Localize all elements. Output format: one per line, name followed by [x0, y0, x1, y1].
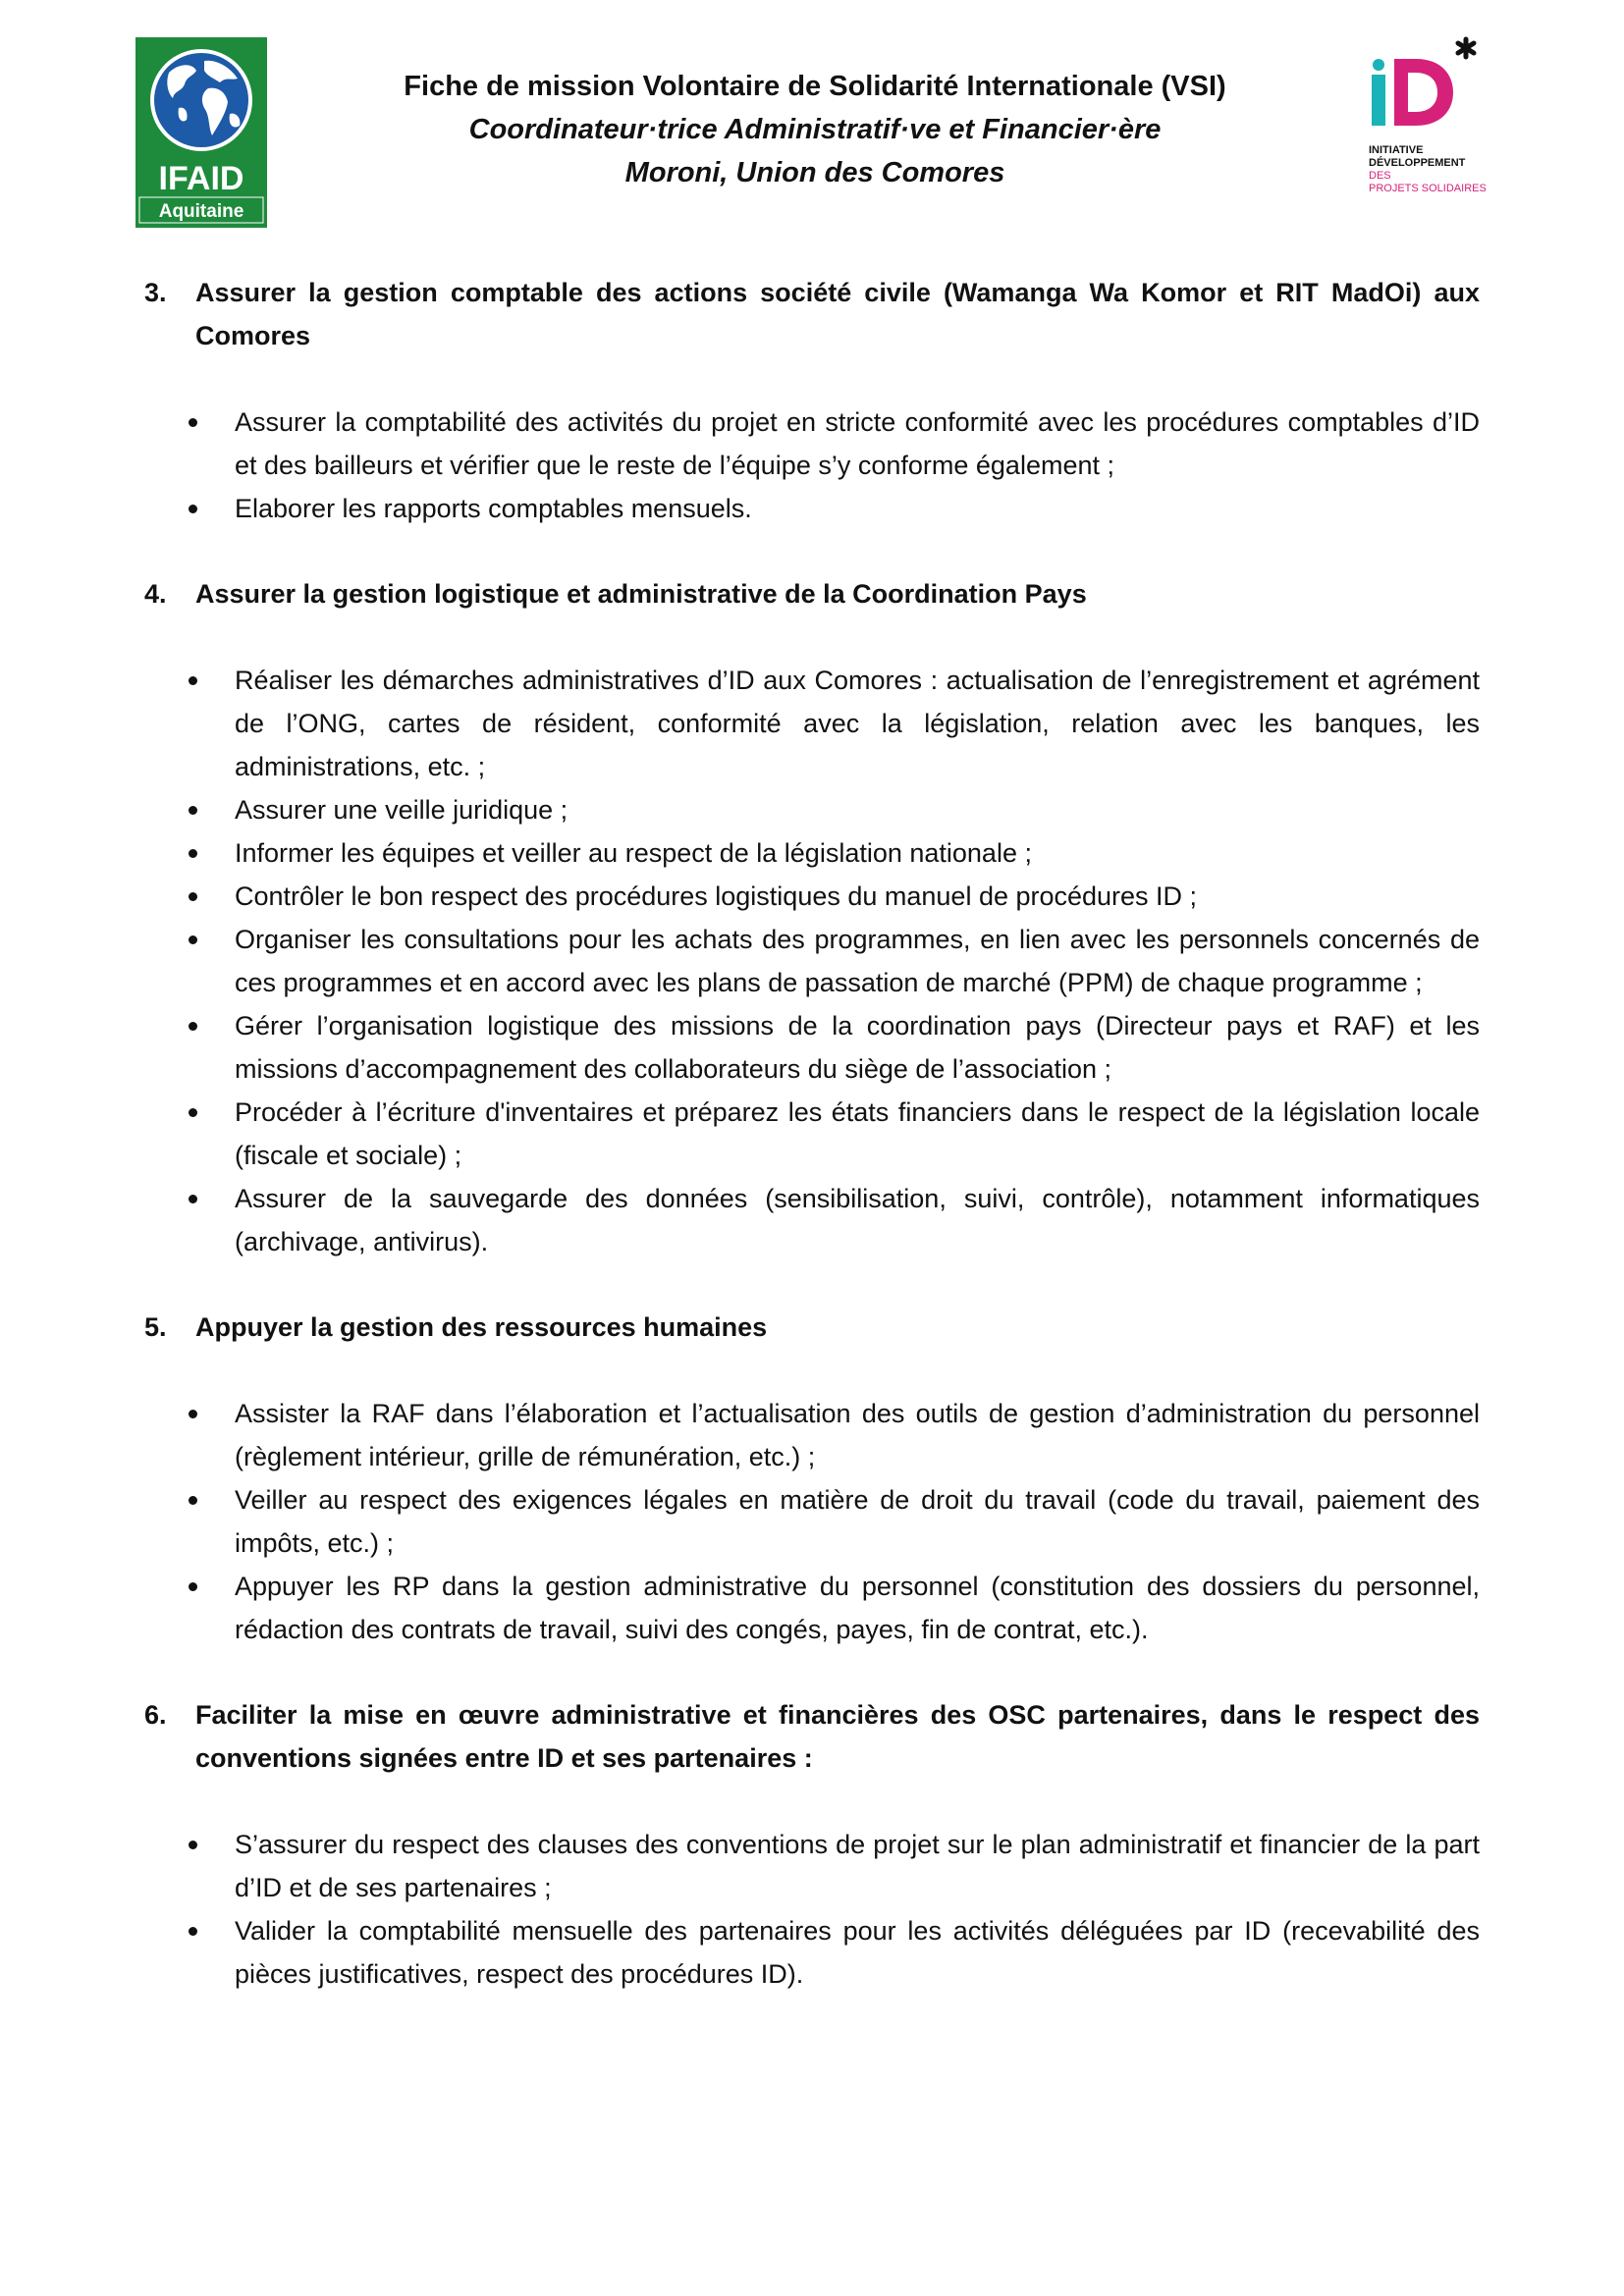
document-body [144, 271, 1480, 2038]
section-number: 5. [144, 1312, 167, 1342]
list-item: Valider la comptabilité mensuelle des partenaires pour les activités déléguées par ID (recevabilité des pièces justificatives, respect des procédures ID). [144, 1909, 1480, 1996]
list-item: Assurer la comptabilité des activités du projet en stricte conformité avec les procédures comptables d’ID et des bailleurs et vérifier que le reste de l’équipe s’y conforme également ; [144, 400, 1480, 487]
id-logo-line1: INITIATIVE [1369, 144, 1424, 156]
document-subtitle: Coordinateur·trice Administratif·ve et Financier·ère [468, 114, 1162, 145]
section-title: Appuyer la gestion des ressources humaines [195, 1312, 768, 1342]
bullet-icon [144, 487, 235, 530]
bullet-icon [144, 918, 235, 1004]
bullet-icon [144, 831, 235, 875]
section-number: 4. [144, 579, 167, 609]
bullet-icon [144, 788, 235, 831]
ifaid-logo-tagline: Aquitaine [158, 201, 244, 222]
id-logo [1367, 35, 1504, 202]
id-logo-line4: PROJETS SOLIDAIRES [1369, 183, 1487, 194]
id-logo-line2: DÉVELOPPEMENT [1369, 157, 1466, 169]
list-item: S’assurer du respect des clauses des conventions de projet sur le plan administratif et financier de la part d’ID et de ses partenaires ; [144, 1823, 1480, 1909]
list-item: Informer les équipes et veiller au respect de la législation nationale ; [144, 831, 1480, 875]
section-number: 6. [144, 1700, 167, 1730]
bullet-list [144, 1823, 1480, 1996]
section-4 [144, 572, 1480, 1263]
section-heading [144, 271, 1480, 357]
list-item: Assister la RAF dans l’élaboration et l’actualisation des outils de gestion d’administration du personnel (règlement intérieur, grille de rémunération, etc.) ; [144, 1392, 1480, 1478]
bullet-icon [144, 1909, 235, 1996]
bullet-icon [144, 875, 235, 918]
section-heading [144, 1693, 1480, 1780]
bullet-icon [144, 1565, 235, 1651]
section-number: 3. [144, 278, 167, 307]
section-title: Assurer la gestion logistique et administrative de la Coordination Pays [195, 579, 1087, 609]
bullet-icon [144, 659, 235, 788]
document-location: Moroni, Union des Comores [624, 157, 1005, 188]
bullet-icon [144, 1392, 235, 1478]
section-5 [144, 1306, 1480, 1651]
section-3 [144, 271, 1480, 530]
section-heading [144, 1306, 1480, 1349]
list-item: Organiser les consultations pour les achats des programmes, en lien avec les personnels concernés de ces programmes et en accord avec les plans de passation de marché (PPM) de chaque programme ; [144, 918, 1480, 1004]
list-item: Contrôler le bon respect des procédures logistiques du manuel de procédures ID ; [144, 875, 1480, 918]
document-title: Fiche de mission Volontaire de Solidarité Internationale (VSI) [404, 71, 1226, 102]
header-text-block [324, 65, 1306, 194]
list-item: Réaliser les démarches administratives d’ID aux Comores : actualisation de l’enregistrement et agrément de l’ONG, cartes de résident, conformité avec la législation, relation avec les banques, les administrations, etc. ; [144, 659, 1480, 788]
list-item: Appuyer les RP dans la gestion administrative du personnel (constitution des dossiers du personnel, rédaction des contrats de travail, suivi des congés, payes, fin de contrat, etc.). [144, 1565, 1480, 1651]
section-title: Faciliter la mise en œuvre administrative et financières des OSC partenaires, dans le respect des conventions signées entre ID et ses partenaires : [195, 1700, 1480, 1773]
bullet-icon [144, 1478, 235, 1565]
section-6 [144, 1693, 1480, 1996]
id-logo-line3: DES [1369, 170, 1391, 182]
bullet-icon [144, 1091, 235, 1177]
bullet-list [144, 659, 1480, 1263]
bullet-icon [144, 400, 235, 487]
ifaid-logo [135, 37, 267, 228]
section-title: Assurer la gestion comptable des actions société civile (Wamanga Wa Komor et RIT MadOi) aux Comores [195, 278, 1480, 350]
bullet-list [144, 1392, 1480, 1651]
list-item: Gérer l’organisation logistique des missions de la coordination pays (Directeur pays et RAF) et les missions d’accompagnement des collaborateurs du siège de l’association ; [144, 1004, 1480, 1091]
bullet-list [144, 400, 1480, 530]
list-item: Assurer une veille juridique ; [144, 788, 1480, 831]
bullet-icon [144, 1177, 235, 1263]
page-header [0, 35, 1624, 232]
list-item: Veiller au respect des exigences légales en matière de droit du travail (code du travail, paiement des impôts, etc.) ; [144, 1478, 1480, 1565]
bullet-icon [144, 1004, 235, 1091]
bullet-icon [144, 1823, 235, 1909]
ifaid-logo-name: IFAID [158, 160, 244, 197]
asterisk-icon [1458, 39, 1474, 57]
section-heading [144, 572, 1480, 615]
list-item: Procéder à l’écriture d'inventaires et préparez les états financiers dans le respect de la législation locale (fiscale et sociale) ; [144, 1091, 1480, 1177]
list-item: Elaborer les rapports comptables mensuels. [144, 487, 1480, 530]
list-item: Assurer de la sauvegarde des données (sensibilisation, suivi, contrôle), notamment informatiques (archivage, antivirus). [144, 1177, 1480, 1263]
